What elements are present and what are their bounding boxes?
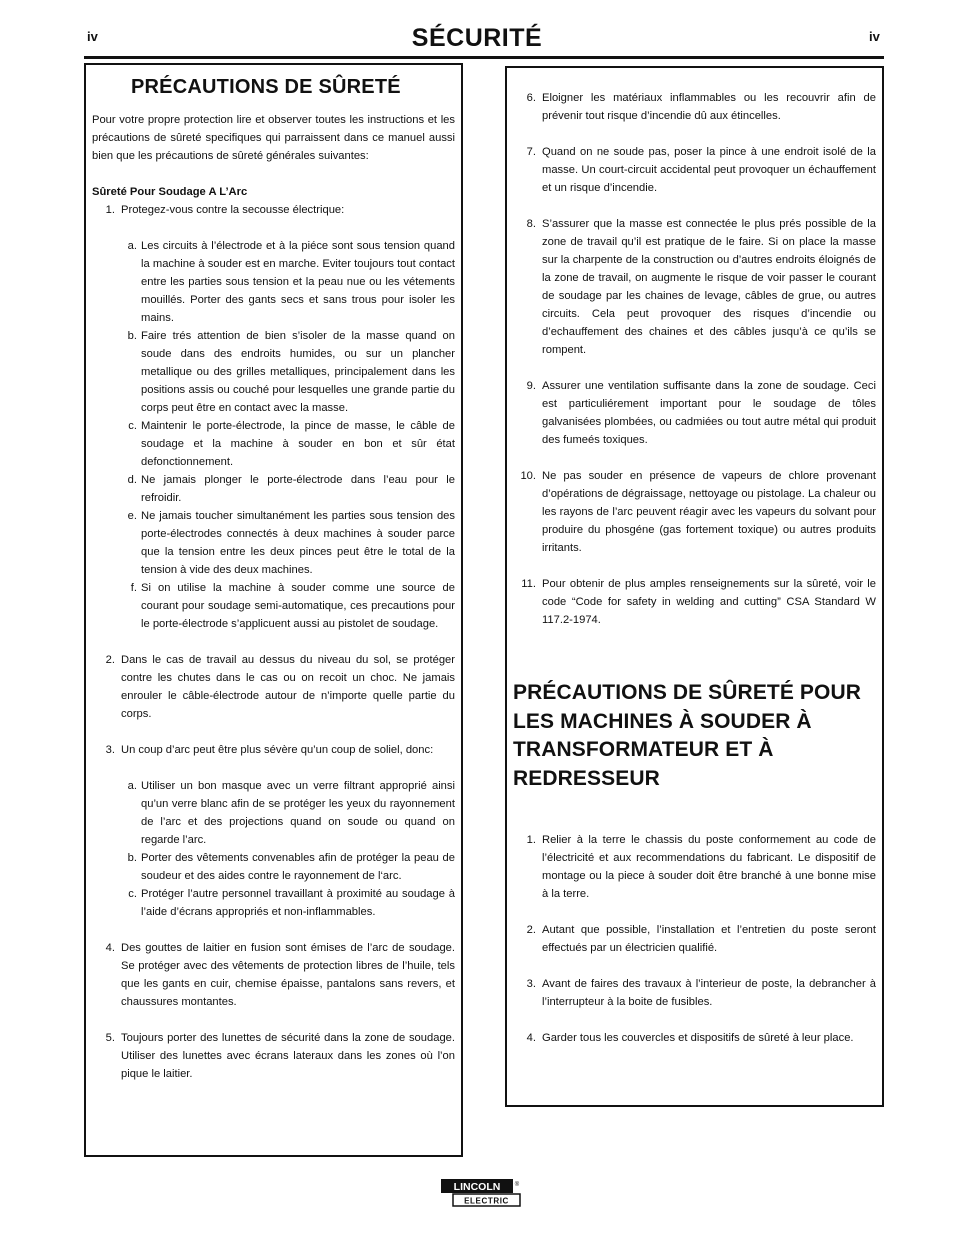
sub-item xyxy=(92,777,455,849)
section-label: Sûreté Pour Soudage A L’Arc xyxy=(92,186,248,198)
sub-item-text: Ne jamais toucher simultanément les parties sous tension des porte-électrodes connectés à deux machines à souder parce que la tension entre les deux pinces peut être le total de la tension à vide des deux machines. xyxy=(141,510,455,576)
sub-item-letter: c. xyxy=(128,420,137,432)
list-item-3 xyxy=(92,741,455,759)
transformer-heading: PRÉCAUTIONS DE SÛRETÉ POUR LES MACHINES À SOUDER À TRANSFORMATEUR ET À REDRESSEUR xyxy=(513,681,861,790)
intro-paragraph: Pour votre propre protection lire et observer toutes les instructions et les précautions de sûreté specifiques qui parraissent dans ce manuel aussi bien que les précautions de sûreté générales suivantes: xyxy=(92,114,455,162)
item-text: Eloigner les matériaux inflammables ou les recouvrir afin de prévenir tout risque d’incendie dû aux étincelles. xyxy=(542,92,876,122)
item-number: 8. xyxy=(526,218,536,230)
sub-item xyxy=(92,327,455,417)
item-text: Dans le cas de travail au dessus du niveau du sol, se protéger contre les chutes dans le cas ou on recoit un choc. Ne jamais enrouler le câble-électrode autour de n’importe quelle partie du corps. xyxy=(121,654,455,720)
item-number: 3. xyxy=(105,744,115,756)
sub-item-text: Protéger l’autre personnel travaillant à proximité au soudage à l’aide d’écrans appropriés et non-inflammables. xyxy=(141,888,455,918)
logo-registered-mark: ® xyxy=(514,1182,520,1188)
sub-item-letter: b. xyxy=(127,330,137,342)
left-heading: PRÉCAUTIONS DE SÛRETÉ xyxy=(131,76,401,98)
item-number: 7. xyxy=(526,146,536,158)
list-item-10 xyxy=(513,467,876,557)
item-number: 2. xyxy=(105,654,115,666)
page-number-left: iv xyxy=(87,29,98,44)
logo-bottom-text: ELECTRIC xyxy=(464,1196,509,1206)
item-number: 4. xyxy=(526,1032,536,1044)
title-rule xyxy=(84,56,884,59)
sub-item-text: Ne jamais plonger le porte-électrode dans l’eau pour le refroidir. xyxy=(141,474,455,504)
item-text: Relier à la terre le chassis du poste conformement au code de l’électricité et aux recommendations du fabricant. Le dispositif de montage ou la piece à souder doit être branché à une bonne mise à la terre. xyxy=(542,834,876,900)
item-text: Avant de faires des travaux à l’interieur de poste, la debrancher à l’interrupteur à la boite de fusibles. xyxy=(542,978,876,1008)
transformer-item-1 xyxy=(513,831,876,903)
sub-item xyxy=(92,849,455,885)
item-number: 10. xyxy=(520,470,536,482)
logo-top-text: LINCOLN xyxy=(453,1181,501,1193)
list-item-11 xyxy=(513,575,876,629)
sub-item xyxy=(92,417,455,471)
item-text: Pour obtenir de plus amples renseignements sur la sûreté, voir le code “Code for safety in welding and cutting” CSA Standard W 117.2-1974. xyxy=(542,578,876,626)
item-text: Toujours porter des lunettes de sécurité dans la zone de soudage. Utiliser des lunettes avec écrans lateraux dans les zones où l’on pique le laitier. xyxy=(121,1032,455,1080)
item-text: Un coup d’arc peut être plus sévère qu’un coup de soliel, donc: xyxy=(121,744,434,756)
item-text: Protegez-vous contre la secousse électrique: xyxy=(121,204,345,216)
item-number: 9. xyxy=(526,380,536,392)
list-item-5 xyxy=(92,1029,455,1083)
sub-item-text: Porter des vêtements convenables afin de protéger la peau de soudeur et des aides contre le rayonnement de l‘arc. xyxy=(141,852,455,882)
item-text: Des gouttes de laitier en fusion sont émises de l’arc de soudage. Se protéger avec des vêtements de protection libres de l’huile, tels que les gants en cuir, chemise épaisse, pantalons sans revers, et chaussures montantes. xyxy=(121,942,455,1008)
sub-item xyxy=(92,579,455,633)
sub-item xyxy=(92,885,455,921)
sub-item-text: Les circuits à l’électrode et à la piéce sont sous tension quand la machine à souder est en marche. Eviter toujours tout contact entre les parties sous tension et la peau nue ou les vétements mouillés. Porter des gants secs et sans trous pour isoler les mains. xyxy=(141,240,455,324)
list-item-7 xyxy=(513,143,876,197)
sub-item xyxy=(92,237,455,327)
sub-item-text: Utiliser un bon masque avec un verre filtrant approprié ainsi qu’un verre blanc afin de se protéger les yeux du rayonnement de l’arc et des projections quand on soude ou quand on regarde l’arc. xyxy=(141,780,455,846)
sub-item-letter: c. xyxy=(128,888,137,900)
item-number: 1. xyxy=(105,204,115,216)
item-text: Ne pas souder en présence de vapeurs de chlore provenant d’opérations de dégraissage, nettoyage ou pistolage. La chaleur ou les rayons de l’arc peuvent réagir avec les vapeurs du solvant pour produire du phosgéne (gas fortement toxique) ou autres produits irritants. xyxy=(542,470,876,554)
transformer-item-2 xyxy=(513,921,876,957)
list-item-6 xyxy=(513,89,876,125)
item-number: 3. xyxy=(526,978,536,990)
item-number: 1. xyxy=(526,834,536,846)
list-item-4 xyxy=(92,939,455,1011)
item-text: S’assurer que la masse est connectée le plus prés possible de la zone de travail qu’il est pratique de le faire. Si on place la masse sur la charpente de la construction ou d’autres endroits éloignés de la zone de travail, on augmente le risque de voir passer le courant de soudage par les chaines de levage, câbles de grue, ou autres circuits. Cela peut provoquer des risques d’incendie ou d’echauffement des chaines et des câbles jusqu’à ce qu’ils se rompent. xyxy=(542,218,876,356)
item-number: 6. xyxy=(526,92,536,104)
sub-item-letter: e. xyxy=(127,510,137,522)
item-text: Assurer une ventilation suffisante dans la zone de soudage. Ceci est particuliérement important pour le soudage de tôles galvanisées plombées, ou cadmiées ou tout autre métal qui produit des fumeés toxiques. xyxy=(542,380,876,446)
left-column-box xyxy=(84,63,463,1157)
page-number-right: iv xyxy=(869,29,880,44)
item-number: 11. xyxy=(521,578,536,590)
item-text: Garder tous les couvercles et dispositifs de sûreté à leur place. xyxy=(542,1032,854,1044)
sub-item-letter: f. xyxy=(130,582,137,594)
list-item-2 xyxy=(92,651,455,723)
sublist-1 xyxy=(92,237,455,633)
item-number: 4. xyxy=(105,942,115,954)
item-number: 2. xyxy=(526,924,536,936)
transformer-item-3 xyxy=(513,975,876,1011)
item-text: Quand on ne soude pas, poser la pince à une endroit isolé de la masse. Un court-circuit accidental peut provoquer un échauffement et un risque d’incendie. xyxy=(542,146,876,194)
right-column-box xyxy=(505,66,884,1107)
lincoln-electric-logo xyxy=(440,1178,521,1208)
list-item-1 xyxy=(92,201,455,219)
sub-item-text: Faire trés attention de bien s’isoler de la masse quand on soude dans des endroits humides, ou sur un plancher metallique ou des grilles metalliques, principalement dans les positions assis ou couché pour lesquelles une grande partie du corps peut être en contact avec la masse. xyxy=(141,330,455,414)
list-item-8 xyxy=(513,215,876,359)
item-text: Autant que possible, l’installation et l’entretien du poste seront effectués par un électricien qualifié. xyxy=(542,924,876,954)
sub-item-letter: a. xyxy=(127,780,137,792)
transformer-item-4 xyxy=(513,1029,876,1047)
sub-item xyxy=(92,471,455,507)
sub-item-letter: d. xyxy=(127,474,137,486)
sub-item-text: Maintenir le porte-électrode, la pince de masse, le câble de soudage et la machine à souder en bon et sûr état defonctionnement. xyxy=(141,420,455,468)
item-number: 5. xyxy=(105,1032,115,1044)
sub-item-letter: a. xyxy=(127,240,137,252)
list-item-9 xyxy=(513,377,876,449)
sub-item xyxy=(92,507,455,579)
sublist-3 xyxy=(92,777,455,921)
page-title: SÉCURITÉ xyxy=(411,24,543,52)
sub-item-text: Si on utilise la machine à souder comme une source de courant pour soudage semi-automatique, ces precautions pour le porte-électrode s’applicuent aussi au pistolet de soudage. xyxy=(141,582,455,630)
sub-item-letter: b. xyxy=(127,852,137,864)
